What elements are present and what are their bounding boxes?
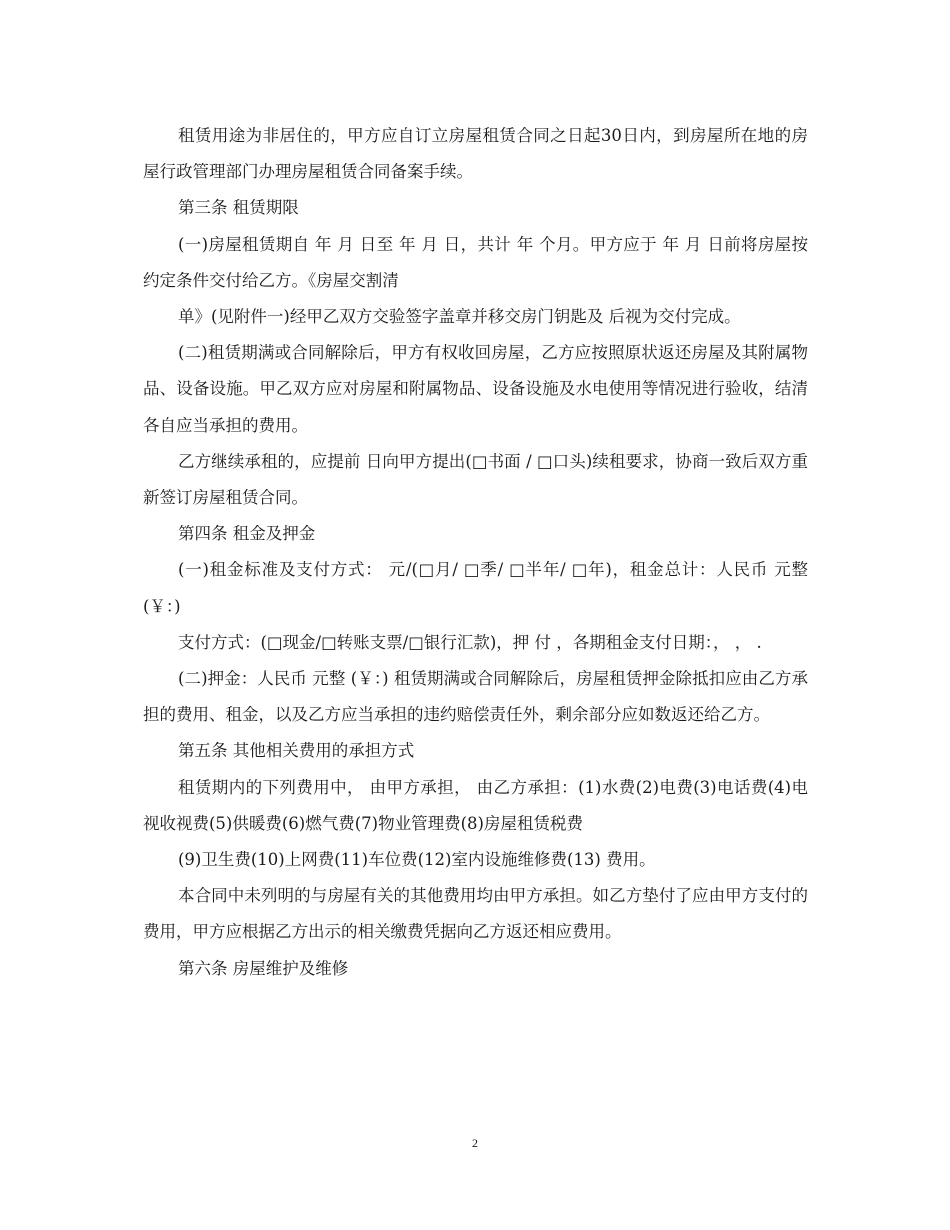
page-number: 2	[472, 1136, 478, 1150]
heading-article-4-rent-deposit: 第四条 租金及押金	[178, 524, 316, 544]
paragraph-deposit: (二)押金：人民币 元整 (￥：) 租赁期满或合同解除后，房屋租赁押金除抵扣应由乙方承担的费用、租金，以及乙方应当承担的违约赔偿责任外，剩余部分应如数返还给乙方。	[143, 669, 808, 725]
paragraph-filing-requirement: 租赁用途为非居住的，甲方应自订立房屋租赁合同之日起30日内，到房屋所在地的房屋行政管理部门办理房屋租赁合同备案手续。	[143, 126, 808, 182]
paragraph-unlisted-fees: 本合同中未列明的与房屋有关的其他费用均由甲方承担。如乙方垫付了应由甲方支付的费用，甲方应根据乙方出示的相关缴费凭据向乙方返还相应费用。	[143, 886, 808, 942]
paragraph-handover-checklist: 单》(见附件一)经甲乙双方交验签字盖章并移交房门钥匙及 后视为交付完成。	[178, 307, 741, 327]
paragraph-lease-renewal: 乙方继续承租的，应提前 日向甲方提出(□书面 / □口头)续租要求，协商一致后双方重新签订房屋租赁合同。	[143, 451, 808, 508]
paragraph-fee-list-continued: (9)卫生费(10)上网费(11)车位费(12)室内设施维修费(13) 费用。	[178, 850, 656, 870]
document-body	[143, 118, 808, 987]
paragraph-rent-standard: (一)租金标准及支付方式： 元/(□月/ □季/ □半年/ □年)，租金总计：人民币 元整(￥：)	[143, 560, 808, 616]
heading-article-6-maintenance: 第六条 房屋维护及维修	[178, 958, 349, 978]
paragraph-fee-list: 租赁期内的下列费用中， 由甲方承担， 由乙方承担：(1)水费(2)电费(3)电话费(4)电视收视费(5)供暖费(6)燃气费(7)物业管理费(8)房屋租赁税费	[143, 777, 808, 833]
heading-article-5-other-fees: 第五条 其他相关费用的承担方式	[178, 741, 415, 761]
heading-article-3-lease-term: 第三条 租赁期限	[178, 198, 299, 218]
paragraph-payment-method: 支付方式：(□现金/□转账支票/□银行汇款)，押 付 ，各期租金支付日期：， ， .	[178, 632, 762, 652]
paragraph-lease-period: (一)房屋租赁期自 年 月 日至 年 月 日，共计 年 个月。甲方应于 年 月 日前将房屋按约定条件交付给乙方。《房屋交割清	[143, 234, 808, 290]
paragraph-lease-expiry-return: (二)租赁期满或合同解除后，甲方有权收回房屋，乙方应按照原状返还房屋及其附属物品、设备设施。甲乙双方应对房屋和附属物品、设备设施及水电使用等情况进行验收，结清各自应当承担的费用。	[143, 343, 808, 435]
